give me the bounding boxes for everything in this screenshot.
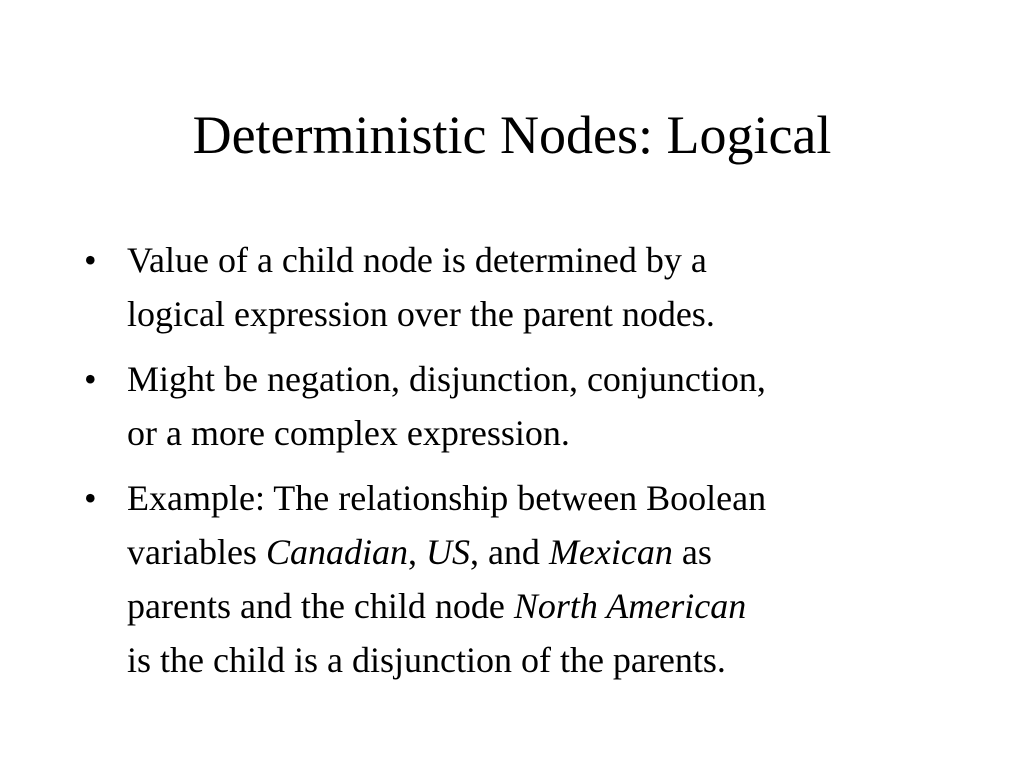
- bullet-marker: •: [84, 240, 97, 280]
- bullet-1-line-1: Value of a child node is determined by a: [127, 240, 707, 280]
- term-north-american: North American: [513, 586, 747, 626]
- bullet-3-line-2: [127, 525, 954, 579]
- term-mexican: Mexican: [548, 532, 673, 572]
- bullet-item-3: [84, 471, 954, 687]
- term-us: US: [425, 532, 470, 572]
- text-fragment: ,: [407, 532, 426, 572]
- bullet-item-1: [84, 233, 954, 341]
- bullet-marker: •: [84, 478, 97, 518]
- slide-title: Deterministic Nodes: Logical: [192, 105, 832, 165]
- text-fragment: variables: [127, 532, 266, 572]
- text-fragment: parents and the child node: [127, 586, 514, 626]
- bullet-2-line-1: Might be negation, disjunction, conjunction,: [127, 359, 766, 399]
- bullet-item-2: [84, 352, 954, 460]
- bullet-list: [84, 233, 954, 698]
- term-canadian: Canadian: [265, 532, 408, 572]
- bullet-1-line-2: logical expression over the parent nodes.: [127, 294, 715, 334]
- bullet-marker: •: [84, 359, 97, 399]
- bullet-3-line-3: [127, 579, 954, 633]
- bullet-2-line-2: or a more complex expression.: [127, 413, 570, 453]
- bullet-3-line-4: is the child is a disjunction of the parents.: [127, 640, 726, 680]
- text-fragment: , and: [469, 532, 549, 572]
- text-fragment: as: [672, 532, 712, 572]
- bullet-3-line-1: Example: The relationship between Boolean: [127, 478, 767, 518]
